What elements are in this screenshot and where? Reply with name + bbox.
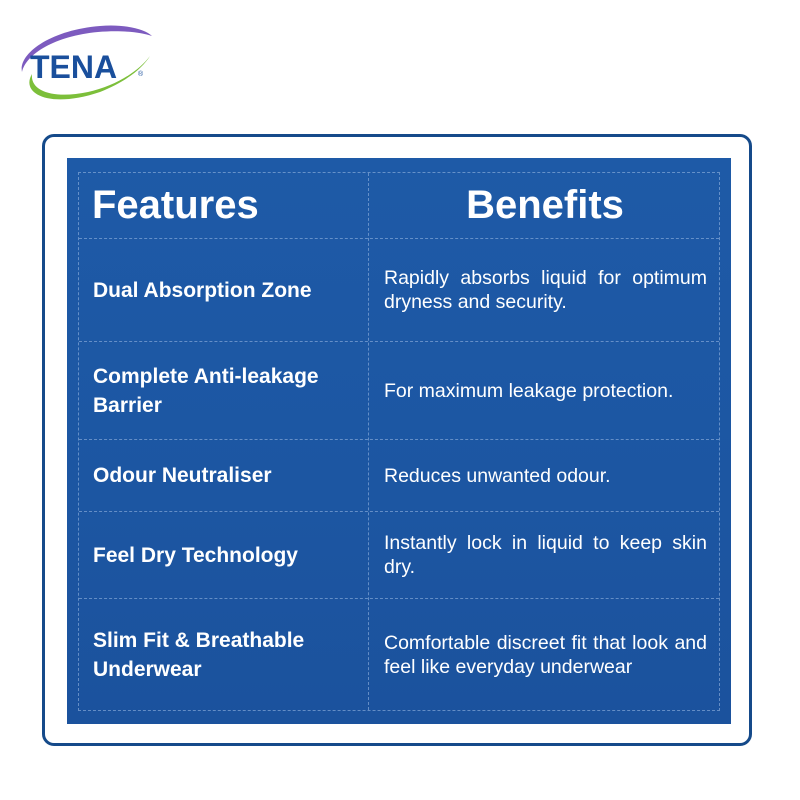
table-row <box>79 512 719 599</box>
feature-cell: Dual Absorption Zone <box>93 278 312 302</box>
table-header-row <box>79 173 719 239</box>
feature-cell: Odour Neutraliser <box>93 464 272 487</box>
benefit-cell: Reduces unwanted odour. <box>384 464 611 487</box>
benefit-cell: Comfortable discreet fit that look and feel like everyday underwear <box>384 632 707 678</box>
header-features: Features <box>92 183 259 227</box>
table-row <box>79 440 719 512</box>
table-row <box>79 599 719 711</box>
header-benefits: Benefits <box>466 183 624 227</box>
feature-cell: Feel Dry Technology <box>93 543 298 567</box>
column-divider <box>368 173 369 710</box>
feature-cell: Complete Anti-leakage Barrier <box>93 364 319 417</box>
tena-logo <box>10 14 160 104</box>
table-row <box>79 342 719 440</box>
tena-logo-graphic <box>10 14 160 104</box>
benefit-cell: Instantly lock in liquid to keep skin dry. <box>384 532 707 578</box>
feature-cell: Slim Fit & Breathable Underwear <box>93 629 305 681</box>
benefit-cell: For maximum leakage protection. <box>384 379 674 402</box>
logo-wordmark: TENA <box>30 49 118 85</box>
registered-mark-icon: ® <box>138 71 144 78</box>
benefit-cell: Rapidly absorbs liquid for optimum dryness and security. <box>384 267 707 313</box>
features-benefits-panel <box>67 158 731 724</box>
features-benefits-table <box>78 172 720 711</box>
table-row <box>79 239 719 342</box>
